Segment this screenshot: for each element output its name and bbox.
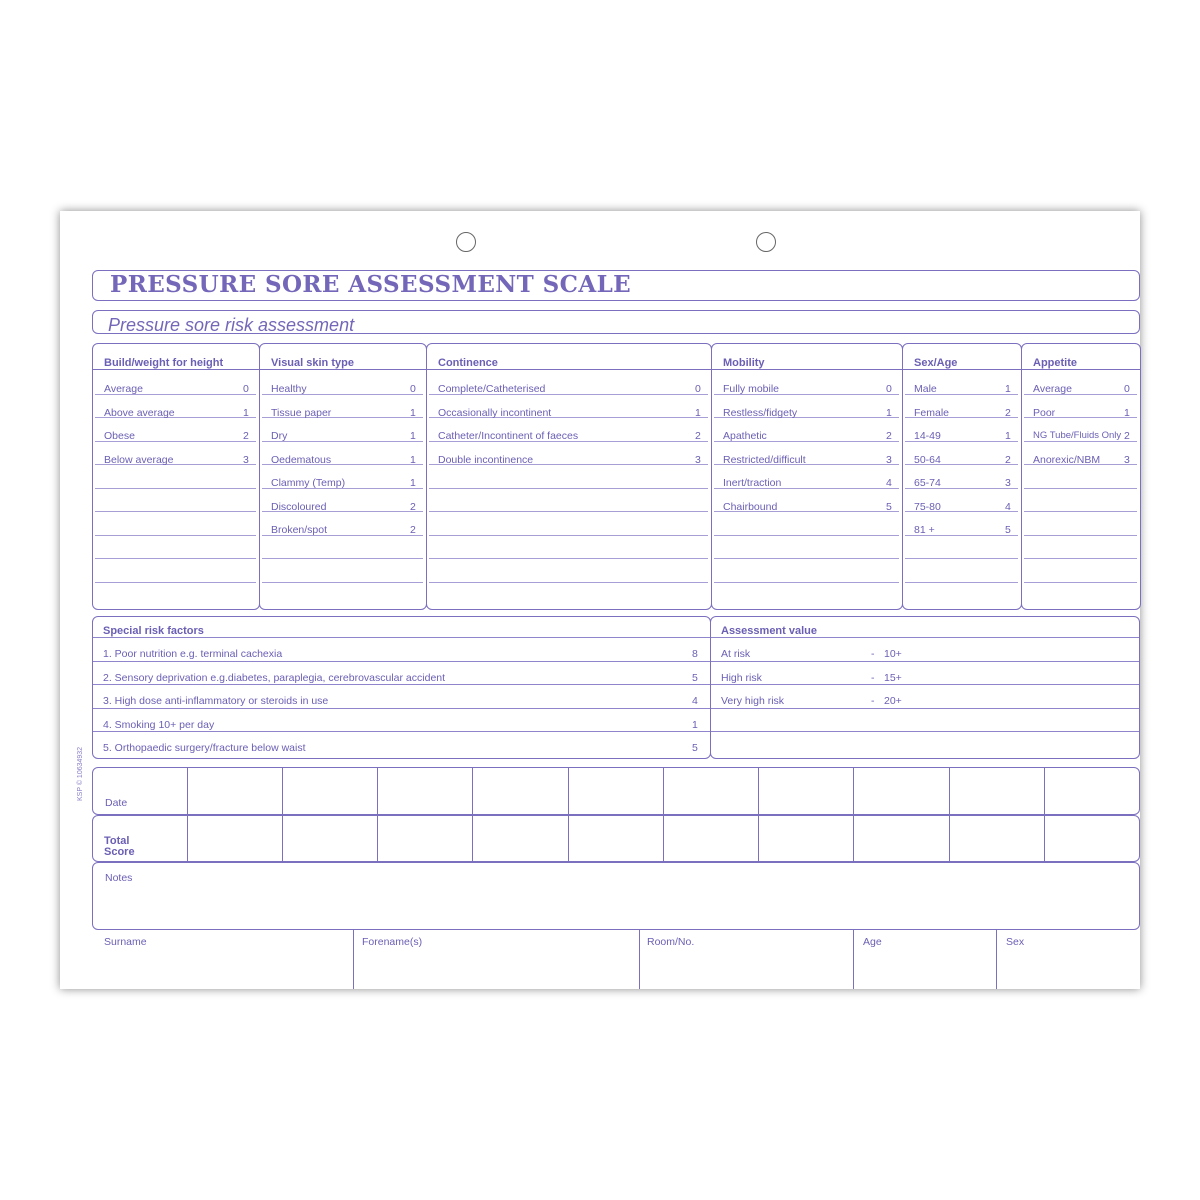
- option-label: 75-80: [914, 501, 941, 513]
- assessment-value: 10+: [884, 648, 902, 660]
- row-rule: [95, 511, 256, 512]
- option-score: 3: [243, 454, 249, 466]
- option-score: 5: [886, 501, 892, 513]
- option-score: 0: [886, 383, 892, 395]
- total-label: Total: [104, 835, 130, 847]
- option-label: 14-49: [914, 430, 941, 442]
- option-score: 0: [410, 383, 416, 395]
- option-score: 5: [1005, 524, 1011, 536]
- footer-divider: [853, 930, 854, 989]
- special-risk-score: 1: [692, 719, 698, 731]
- category-header-divider: [902, 369, 1021, 370]
- special-risk-heading: Special risk factors: [103, 625, 204, 637]
- option-label: Tissue paper: [271, 407, 332, 419]
- record-column-divider: [472, 767, 473, 862]
- option-label: 81 +: [914, 524, 935, 536]
- option-score: 1: [1005, 430, 1011, 442]
- special-risk-label: 2. Sensory deprivation e.g.diabetes, paraplegia, cerebrovascular accident: [103, 672, 446, 684]
- option-label: Discoloured: [271, 501, 327, 513]
- assessment-dash: -: [871, 672, 875, 684]
- option-score: 3: [695, 454, 701, 466]
- option-label: Anorexic/NBM: [1033, 454, 1101, 466]
- special-risk-label: 1. Poor nutrition e.g. terminal cachexia: [103, 648, 283, 660]
- category-header-divider: [711, 369, 902, 370]
- row-rule: [714, 582, 899, 583]
- sex-label: Sex: [1006, 936, 1025, 948]
- option-score: 1: [243, 407, 249, 419]
- option-label: Female: [914, 407, 950, 419]
- option-score: 1: [410, 430, 416, 442]
- option-label: Complete/Catheterised: [438, 383, 546, 395]
- option-score: 0: [695, 383, 701, 395]
- forename-label: Forename(s): [362, 936, 423, 948]
- row-rule: [95, 488, 256, 489]
- row-rule: [93, 731, 710, 732]
- row-rule: [429, 511, 708, 512]
- assessment-label: At risk: [721, 648, 751, 660]
- option-score: 0: [1124, 383, 1130, 395]
- row-rule: [262, 582, 423, 583]
- option-score: 1: [410, 407, 416, 419]
- row-rule: [95, 582, 256, 583]
- category-header-divider: [92, 369, 259, 370]
- category-heading: Build/weight for height: [104, 357, 224, 369]
- option-label: Apathetic: [723, 430, 767, 442]
- option-score: 1: [410, 454, 416, 466]
- row-rule: [1024, 535, 1137, 536]
- option-label: Average: [1033, 383, 1072, 395]
- row-rule: [95, 535, 256, 536]
- notes-box[interactable]: [92, 862, 1140, 930]
- option-label: Inert/traction: [723, 477, 782, 489]
- row-rule: [429, 535, 708, 536]
- option-score: 0: [243, 383, 249, 395]
- record-column-divider: [758, 767, 759, 862]
- option-label: Male: [914, 383, 937, 395]
- form-title: PRESSURE SORE ASSESSMENT SCALE: [110, 271, 632, 298]
- assessment-label: Very high risk: [721, 695, 785, 707]
- date-label: Date: [105, 797, 128, 809]
- option-score: 3: [886, 454, 892, 466]
- footer-divider: [639, 930, 640, 989]
- option-label: 65-74: [914, 477, 941, 489]
- row-rule: [711, 708, 1139, 709]
- row-rule: [262, 558, 423, 559]
- category-header-divider: [1021, 369, 1140, 370]
- row-rule: [93, 637, 710, 638]
- option-label: Below average: [104, 454, 174, 466]
- row-rule: [93, 684, 710, 685]
- option-label: NG Tube/Fluids Only: [1033, 430, 1122, 441]
- option-score: 2: [243, 430, 249, 442]
- category-heading: Continence: [438, 357, 498, 369]
- row-rule: [1024, 511, 1137, 512]
- row-rule: [429, 488, 708, 489]
- option-score: 1: [886, 407, 892, 419]
- special-risk-label: 4. Smoking 10+ per day: [103, 719, 215, 731]
- option-score: 2: [695, 430, 701, 442]
- assessment-heading: Assessment value: [721, 625, 817, 637]
- row-rule: [93, 708, 710, 709]
- option-label: Healthy: [271, 383, 307, 395]
- form-subtitle: Pressure sore risk assessment: [108, 315, 355, 335]
- option-score: 1: [410, 477, 416, 489]
- form-code: KSP © 10634932: [77, 746, 84, 801]
- row-rule: [711, 684, 1139, 685]
- assessment-value: 15+: [884, 672, 902, 684]
- option-label: Oedematous: [271, 454, 332, 466]
- notes-label: Notes: [105, 872, 133, 884]
- row-rule: [711, 637, 1139, 638]
- row-rule: [1024, 441, 1137, 442]
- category-heading: Sex/Age: [914, 357, 958, 369]
- option-label: Restricted/difficult: [723, 454, 806, 466]
- special-risk-score: 8: [692, 648, 698, 660]
- total-score-row: [92, 815, 1140, 862]
- row-rule: [905, 558, 1018, 559]
- special-risk-label: 3. High dose anti-inflammatory or steroids in use: [103, 695, 329, 707]
- option-label: Dry: [271, 430, 288, 442]
- date-row: [92, 767, 1140, 815]
- record-column-divider: [377, 767, 378, 862]
- row-rule: [714, 558, 899, 559]
- row-rule: [93, 661, 710, 662]
- option-label: 50-64: [914, 454, 941, 466]
- special-risk-score: 4: [692, 695, 698, 707]
- category-header-divider: [426, 369, 711, 370]
- option-label: Catheter/Incontinent of faeces: [438, 430, 579, 442]
- option-score: 1: [1005, 383, 1011, 395]
- record-column-divider: [663, 767, 664, 862]
- row-rule: [905, 582, 1018, 583]
- option-score: 2: [886, 430, 892, 442]
- form-sheet: [60, 211, 1140, 989]
- option-label: Occasionally incontinent: [438, 407, 552, 419]
- record-column-divider: [187, 767, 188, 862]
- option-label: Obese: [104, 430, 135, 442]
- special-risk-label: 5. Orthopaedic surgery/fracture below waist: [103, 742, 306, 754]
- special-risk-score: 5: [692, 672, 698, 684]
- row-rule: [714, 535, 899, 536]
- option-score: 2: [410, 501, 416, 513]
- option-score: 1: [1124, 407, 1130, 419]
- row-rule: [711, 661, 1139, 662]
- option-label: Clammy (Temp): [271, 477, 346, 489]
- option-score: 2: [1124, 430, 1130, 442]
- footer-divider: [996, 930, 997, 989]
- surname-label: Surname: [104, 936, 147, 948]
- special-risk-score: 5: [692, 742, 698, 754]
- score-label: Score: [104, 846, 135, 858]
- row-rule: [711, 731, 1139, 732]
- room-label: Room/No.: [647, 936, 695, 948]
- option-score: 3: [1005, 477, 1011, 489]
- record-column-divider: [568, 767, 569, 862]
- option-label: Restless/fidgety: [723, 407, 798, 419]
- assessment-dash: -: [871, 648, 875, 660]
- option-label: Fully mobile: [723, 383, 780, 395]
- row-rule: [429, 558, 708, 559]
- row-rule: [1024, 582, 1137, 583]
- option-label: Double incontinence: [438, 454, 534, 466]
- footer-divider: [353, 930, 354, 989]
- row-rule: [1024, 558, 1137, 559]
- record-column-divider: [1044, 767, 1045, 862]
- option-score: 4: [1005, 501, 1011, 513]
- category-heading: Visual skin type: [271, 357, 354, 369]
- category-header-divider: [259, 369, 426, 370]
- option-score: 1: [695, 407, 701, 419]
- option-score: 4: [886, 477, 892, 489]
- option-label: Poor: [1033, 407, 1056, 419]
- option-label: Above average: [104, 407, 175, 419]
- age-label: Age: [863, 936, 882, 948]
- assessment-value: 20+: [884, 695, 902, 707]
- category-heading: Appetite: [1033, 357, 1077, 369]
- row-rule: [1024, 488, 1137, 489]
- row-rule: [429, 582, 708, 583]
- punch-hole-left: [456, 232, 476, 252]
- option-label: Chairbound: [723, 501, 778, 513]
- category-heading: Mobility: [723, 357, 765, 369]
- punch-hole-right: [756, 232, 776, 252]
- assessment-dash: -: [871, 695, 875, 707]
- row-rule: [95, 558, 256, 559]
- assessment-label: High risk: [721, 672, 762, 684]
- option-score: 2: [410, 524, 416, 536]
- option-label: Broken/spot: [271, 524, 328, 536]
- record-column-divider: [282, 767, 283, 862]
- option-label: Average: [104, 383, 143, 395]
- option-score: 2: [1005, 454, 1011, 466]
- record-column-divider: [949, 767, 950, 862]
- record-column-divider: [853, 767, 854, 862]
- option-score: 2: [1005, 407, 1011, 419]
- option-score: 3: [1124, 454, 1130, 466]
